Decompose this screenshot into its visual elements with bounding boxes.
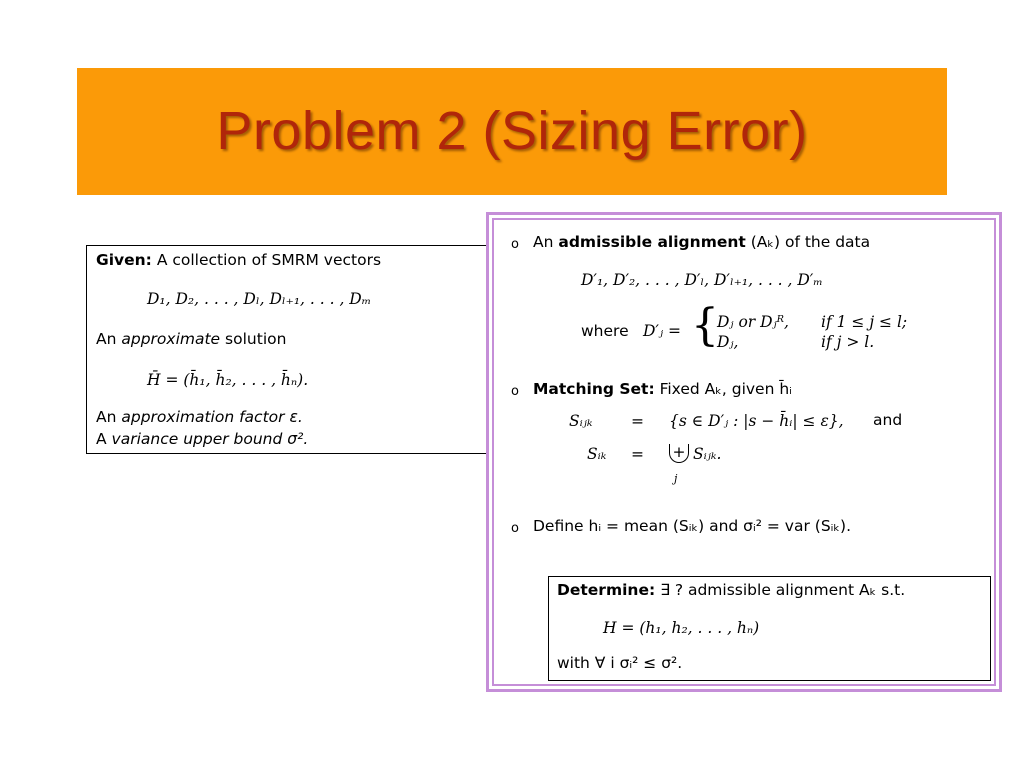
case2-condition: if j > l. <box>821 333 875 351</box>
given-box <box>86 245 491 454</box>
approximation-factor-line <box>96 408 303 426</box>
sik-lhs: Sᵢₖ <box>587 445 607 463</box>
union-icon <box>669 443 689 463</box>
vectors-expression: D₁, D₂, . . . , Dₗ, Dₗ₊₁, . . . , Dₘ <box>147 290 372 308</box>
bullet-icon: o <box>511 237 519 252</box>
sijk-rhs: {s ∈ D′ⱼ : |s − h̄ᵢ| ≤ ε}, <box>669 412 844 430</box>
case1-value: Dⱼ or Dⱼᴿ, <box>717 313 789 331</box>
union-index: j <box>674 472 678 485</box>
approx-prefix: An <box>96 330 117 348</box>
dprime-sequence: D′₁, D′₂, . . . , D′ₗ, D′ₗ₊₁, . . . , D′ₘ <box>581 271 823 289</box>
sijk-eq: = <box>631 412 644 430</box>
h-solution-expression: H̄ = (h̄₁, h̄₂, . . . , h̄ₙ). <box>147 371 309 389</box>
with-condition: with ∀ i σᵢ² ≤ σ². <box>557 654 683 672</box>
case1-condition: if 1 ≤ j ≤ l; <box>821 313 908 331</box>
union-symbol: + <box>669 444 689 463</box>
h-vector-expression: H = (h₁, h₂, . . . , hₙ) <box>603 619 760 637</box>
and-label: and <box>873 411 903 429</box>
define-line: Define hᵢ = mean (Sᵢₖ) and σᵢ² = var (Sᵢₖ). <box>533 517 852 535</box>
approx-word: approximate <box>121 330 221 348</box>
b1-prefix: An <box>533 233 554 251</box>
b1-bold: admissible alignment <box>558 233 746 251</box>
dj-definition: D′ⱼ = <box>643 322 681 340</box>
sik-eq: = <box>631 445 644 463</box>
determine-line <box>557 581 905 599</box>
approximate-solution-line <box>96 330 286 348</box>
where-label: where <box>581 322 629 340</box>
variance-text: variance upper bound σ². <box>111 430 309 448</box>
bullet-icon: o <box>511 521 519 536</box>
bullet-icon: o <box>511 384 519 399</box>
determine-label: Determine: <box>557 581 656 599</box>
b2-bold: Matching Set: <box>533 380 655 398</box>
case2-value: Dⱼ, <box>717 333 739 351</box>
given-label: Given: <box>96 251 152 269</box>
admissible-alignment-line <box>533 233 870 251</box>
factor-text: approximation factor ε. <box>121 408 303 426</box>
approx-suffix: solution <box>225 330 287 348</box>
matching-set-line <box>533 380 792 398</box>
factor-prefix: An <box>96 408 117 426</box>
sik-rhs: Sᵢⱼₖ. <box>693 445 722 463</box>
slide-title: Problem 2 (Sizing Error) <box>216 101 808 161</box>
given-line <box>96 251 381 269</box>
determine-text: ∃ ? admissible alignment Aₖ s.t. <box>660 581 906 599</box>
case-brace: { <box>691 300 719 351</box>
variance-bound-line <box>96 430 308 448</box>
given-text: A collection of SMRM vectors <box>156 251 382 269</box>
sijk-lhs: Sᵢⱼₖ <box>569 412 593 430</box>
variance-prefix: A <box>96 430 107 448</box>
title-banner <box>77 68 947 195</box>
b1-suffix: (Aₖ) of the data <box>750 233 871 251</box>
determine-box <box>548 576 991 681</box>
b2-text: Fixed Aₖ, given h̄ᵢ <box>659 380 792 398</box>
